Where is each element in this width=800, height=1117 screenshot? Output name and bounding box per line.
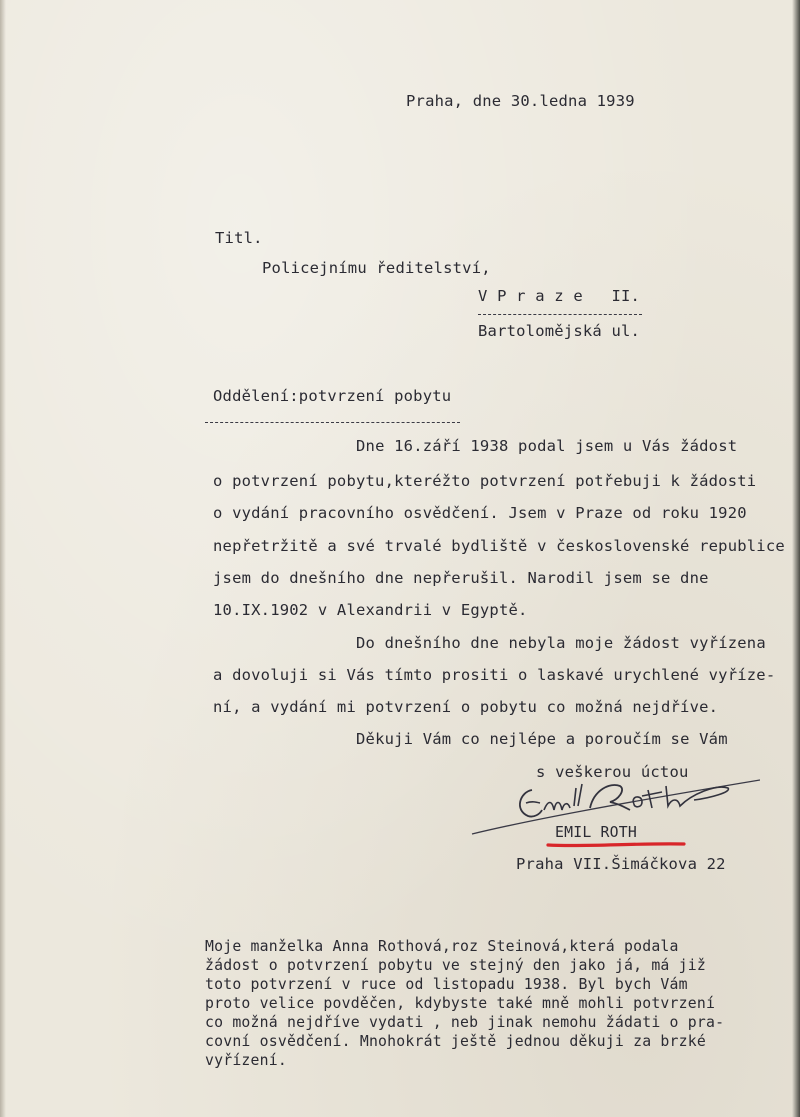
body-line: Do dnešního dne nebyla moje žádost vyřízena xyxy=(356,634,766,652)
red-pencil-underline xyxy=(546,842,686,848)
department-divider xyxy=(205,422,460,423)
paper-edge-shadow-left xyxy=(0,0,6,1117)
body-line: o potvrzení pobytu,kteréžto potvrzení potřebuji k žádosti xyxy=(213,472,757,490)
body-line: nepřetržitě a své trvalé bydliště v československé republice xyxy=(213,537,785,555)
signature-name: EMIL ROTH xyxy=(555,824,637,841)
body-line: Dne 16.září 1938 podal jsem u Vás žádost xyxy=(356,437,738,455)
department-line: Oddělení:potvrzení pobytu xyxy=(213,387,452,405)
date-line: Praha, dne 30.ledna 1939 xyxy=(406,92,635,110)
recipient-city: V P r a z e II. xyxy=(478,287,641,305)
postscript-line: toto potvrzení v ruce od listopadu 1938. Byl bych Vám xyxy=(205,976,688,993)
closing-line: s veškerou úctou xyxy=(536,763,689,781)
body-line: a dovoluji si Vás tímto prositi o laskavé urychlené vyříze- xyxy=(213,666,776,684)
paper-edge-shadow-right xyxy=(792,0,800,1117)
body-line: jsem do dnešního dne nepřerušil. Narodil jsem se dne xyxy=(213,569,709,587)
postscript-line: proto velice povděčen, kdybyste také mně mohli potvrzení xyxy=(205,995,716,1012)
postscript-line: co možná nejdříve vydati , neb jinak nemohu žádati o pra- xyxy=(205,1014,725,1031)
recipient-salutation: Titl. xyxy=(215,229,263,247)
postscript-line: covní osvědčení. Mnohokrát ještě jednou děkuji za brzké xyxy=(205,1033,706,1050)
body-line: o vydání pracovního osvědčení. Jsem v Praze od roku 1920 xyxy=(213,504,747,522)
sender-address: Praha VII.Šimáčkova 22 xyxy=(516,855,726,873)
recipient-office: Policejnímu ředitelství, xyxy=(262,259,491,277)
recipient-city-divider xyxy=(478,314,642,315)
postscript-line: žádost o potvrzení pobytu ve stejný den jako já, má již xyxy=(205,957,706,974)
recipient-street: Bartolomějská ul. xyxy=(478,322,641,340)
postscript-line: vyřízení. xyxy=(205,1052,287,1069)
body-line: 10.IX.1902 v Alexandrii v Egyptě. xyxy=(213,601,528,619)
body-line: ní, a vydání mi potvrzení o pobytu co možná nejdříve. xyxy=(213,698,719,716)
postscript-line: Moje manželka Anna Rothová,roz Steinová,která podala xyxy=(205,938,679,955)
body-line: Děkuji Vám co nejlépe a poroučím se Vám xyxy=(356,730,728,748)
